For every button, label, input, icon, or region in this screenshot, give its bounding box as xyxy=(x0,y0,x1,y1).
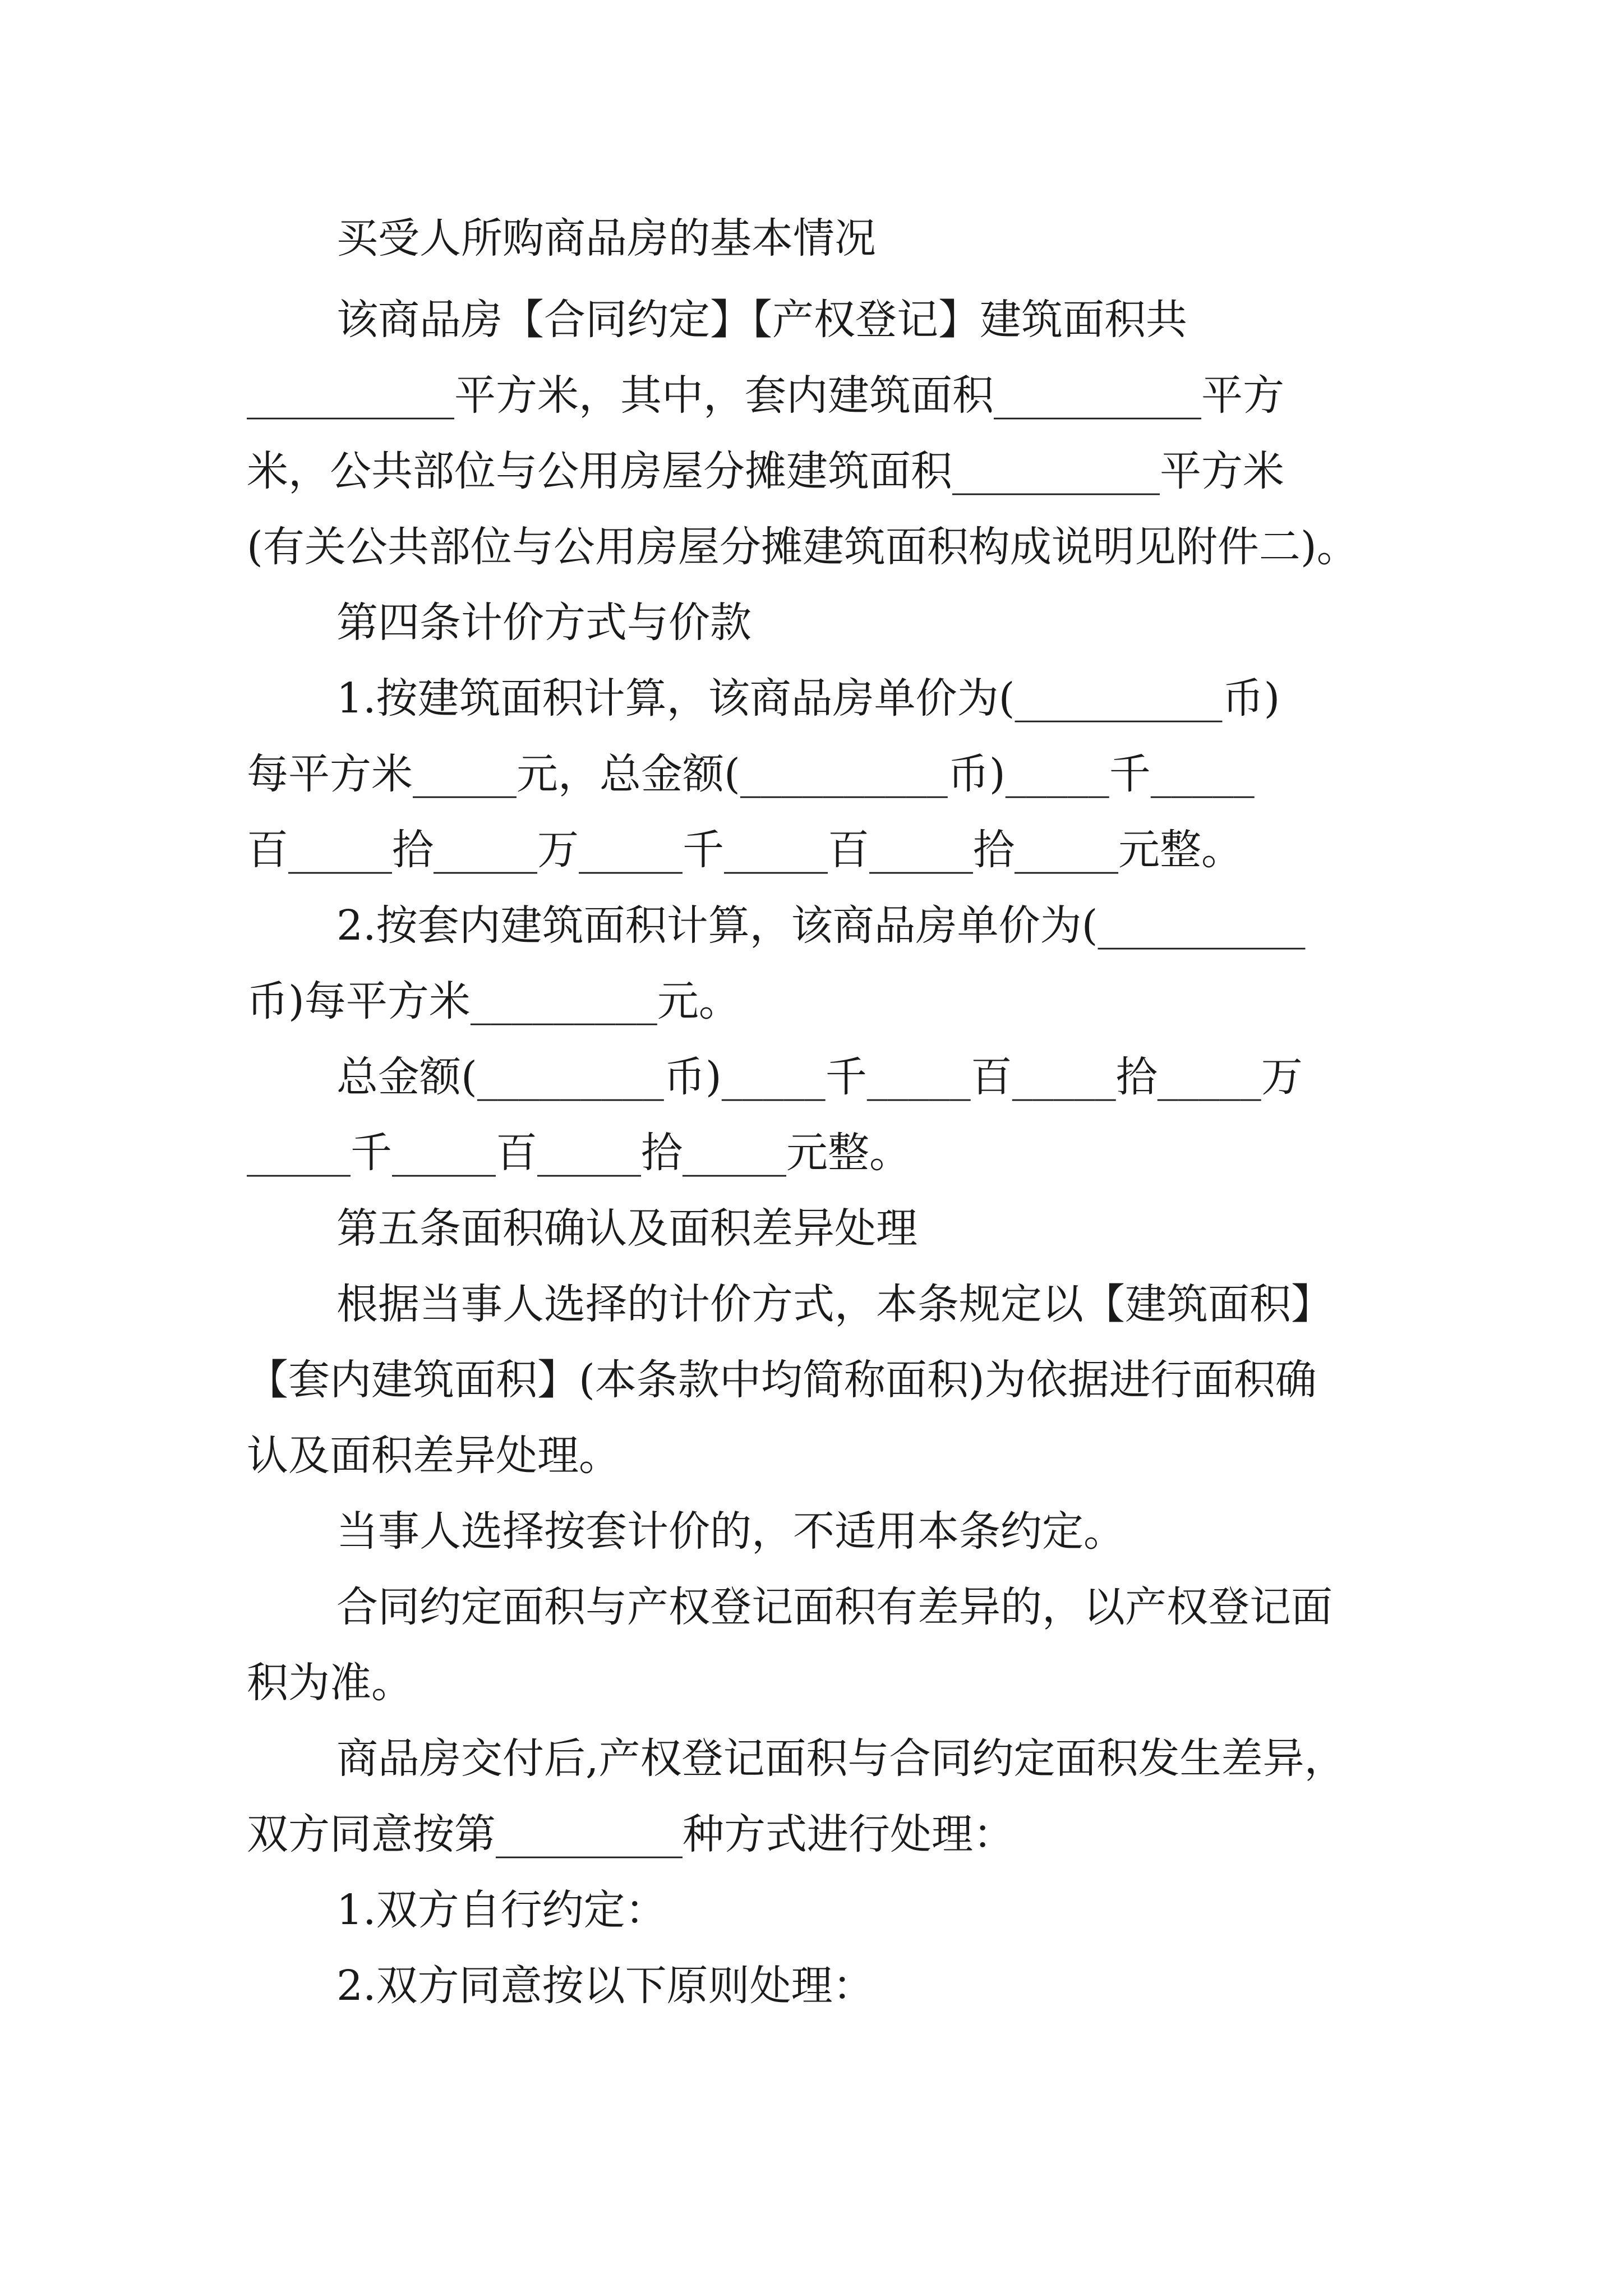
article-heading: 第五条面积确认及面积差异处理 xyxy=(336,1204,917,1253)
paragraph-line: 2.按套内建筑面积计算，该商品房单价为(__________ xyxy=(336,901,1306,950)
paragraph-line: 总金额(_________币)_____千_____百_____拾_____万 xyxy=(336,1053,1303,1101)
paragraph-line: 认及面积差异处理。 xyxy=(247,1432,620,1480)
article-heading: 第四条计价方式与价款 xyxy=(336,599,751,647)
paragraph-line: 双方同意按第_________种方式进行处理： xyxy=(247,1810,1015,1858)
paragraph-line: __________平方米，其中，套内建筑面积__________平方 xyxy=(247,371,1284,420)
list-item: 1.双方自行约定： xyxy=(336,1886,667,1934)
paragraph-line: 每平方米_____元，总金额(__________币)_____千_____ xyxy=(247,750,1255,798)
paragraph-line: 根据当事人选择的计价方式，本条规定以【建筑面积】 xyxy=(336,1280,1332,1328)
paragraph-line: 商品房交付后,产权登记面积与合同约定面积发生差异， xyxy=(336,1734,1346,1783)
paragraph-line: 该商品房【合同约定】【产权登记】建筑面积共 xyxy=(336,296,1187,344)
paragraph-line: 1.按建筑面积计算，该商品房单价为(__________币) xyxy=(336,674,1280,723)
paragraph-line: 合同约定面积与产权登记面积有差异的，以产权登记面 xyxy=(336,1583,1332,1631)
list-item: 2.双方同意按以下原则处理： xyxy=(336,1962,874,2010)
paragraph-line: (有关公共部位与公用房屋分摊建筑面积构成说明见附件二)。 xyxy=(247,523,1358,571)
paragraph-line: 米，公共部位与公用房屋分摊建筑面积__________平方米 xyxy=(247,447,1284,495)
paragraph-line: _____千_____百_____拾_____元整。 xyxy=(247,1129,911,1177)
paragraph-line: 币)每平方米_________元。 xyxy=(247,977,740,1025)
section-heading: 买受人所购商品房的基本情况 xyxy=(336,214,876,263)
paragraph-line: 积为准。 xyxy=(247,1659,413,1707)
paragraph-line: 【套内建筑面积】(本条款中均简称面积)为依据进行面积确 xyxy=(247,1356,1317,1404)
paragraph-line: 百_____拾_____万_____千_____百_____拾_____元整。 xyxy=(247,826,1243,874)
paragraph-line: 当事人选择按套计价的，不适用本条约定。 xyxy=(336,1507,1125,1556)
